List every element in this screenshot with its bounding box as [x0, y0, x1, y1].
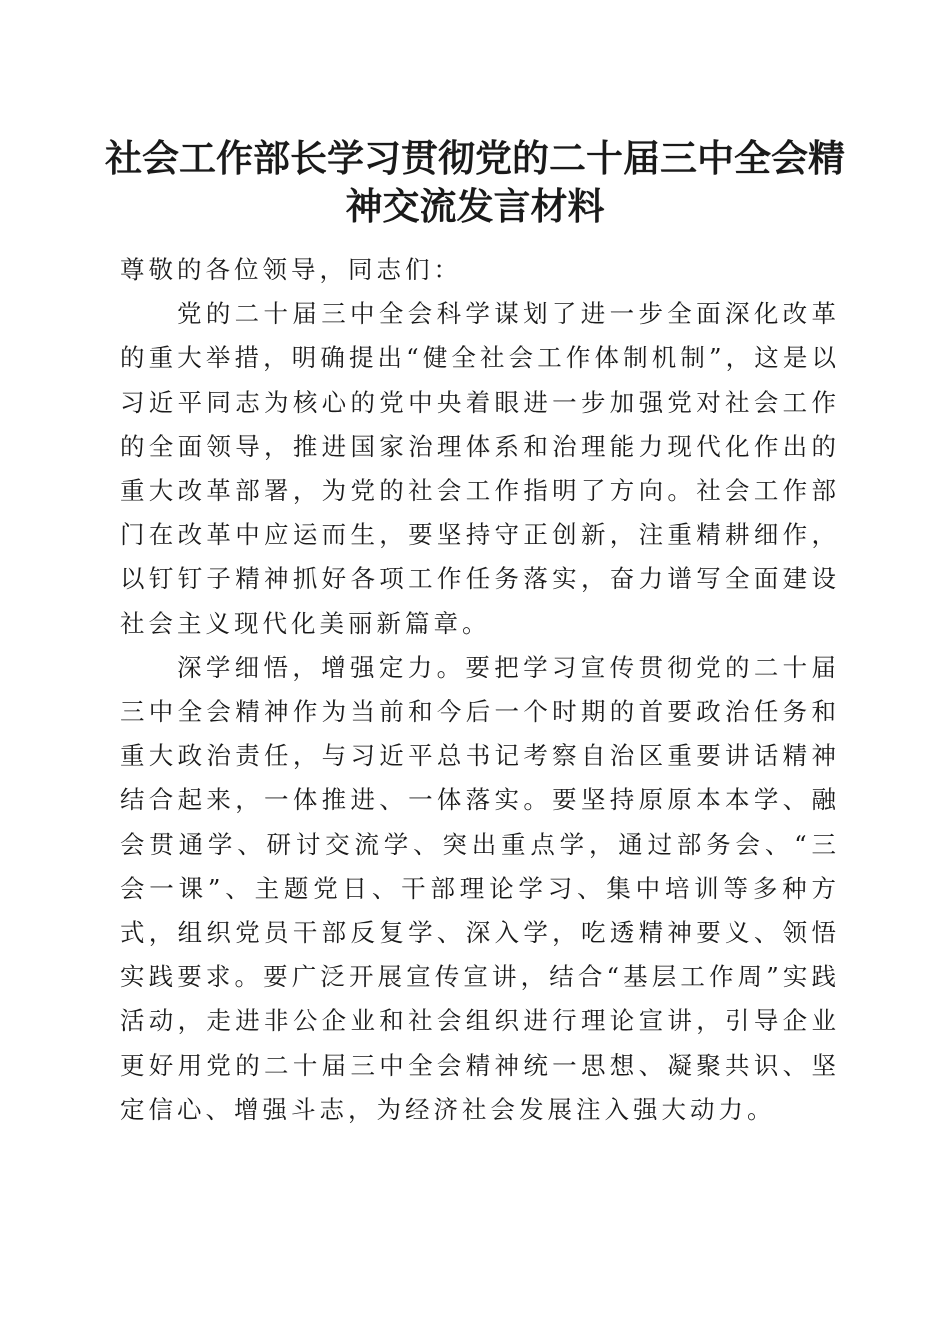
paragraph-1: 党的二十届三中全会科学谋划了进一步全面深化改革的重大举措，明确提出“健全社会工作体制机制”，这是以习近平同志为核心的党中央着眼进一步加强党对社会工作的全面领导，推进国家治理体系和治理能力现代化作出的重大改革部署，为党的社会工作指明了方向。社会工作部门在改革中应运而生，要坚持守正创新，注重精耕细作，以钉钉子精神抓好各项工作任务落实，奋力谱写全面建设社会主义现代化美丽新篇章。 — [120, 299, 840, 638]
title-line-2: 神交流发言材料 — [345, 184, 605, 228]
salutation: 尊敬的各位领导，同志们： — [120, 255, 462, 284]
title-line-1: 社会工作部长学习贯彻党的二十届三中全会精 — [105, 136, 845, 180]
document-body — [120, 248, 840, 1132]
document-title — [100, 134, 850, 230]
paragraph-2: 深学细悟，增强定力。要把学习宣传贯彻党的二十届三中全会精神作为当前和今后一个时期的首要政治任务和重大政治责任，与习近平总书记考察自治区重要讲话精神结合起来，一体推进、一体落实。要坚持原原本本学、融会贯通学、研讨交流学、突出重点学，通过部务会、“三会一课”、主题党日、干部理论学习、集中培训等多种方式，组织党员干部反复学、深入学，吃透精神要义、领悟实践要求。要广泛开展宣传宣讲，结合“基层工作周”实践活动，走进非公企业和社会组织进行理论宣讲，引导企业更好用党的二十届三中全会精神统一思想、凝聚共识、坚定信心、增强斗志，为经济社会发展注入强大动力。 — [120, 652, 840, 1124]
